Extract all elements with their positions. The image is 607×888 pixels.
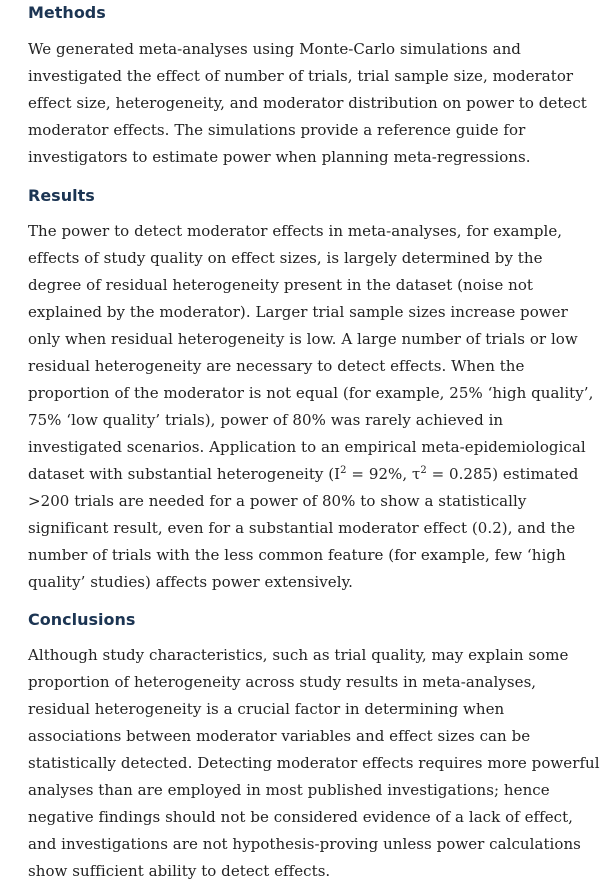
results-text-part-3: = 0.285) estimated >200 trials are needed for a power of 80% to show a statistically significant result, even for a substantial moderator effect (0.2), and the number of trials with the less common feature (for example, few ‘high quality’ studies) affects power extensively. xyxy=(28,465,579,591)
conclusions-heading: Conclusions xyxy=(28,610,136,629)
results-text-part-1: The power to detect moderator effects in meta-analyses, for example, effects of study quality on effect sizes, is largely determined by the degree of residual heterogeneity present in the dataset (noise not explained by the moderator). Larger trial sample sizes increase power only when residual heterogeneity is low. A large number of trials or low residual heterogeneity are necessary to detect effects. When the proportion of the moderator is not equal (for example, 25% ‘high quality’, 75% ‘low quality’ trials), power of 80% was rarely achieved in investigated scenarios. Application to an empirical meta-epidemiological dataset with substantial heterogeneity (I xyxy=(28,222,594,483)
results-text-part-2: = 92%, τ xyxy=(346,465,421,483)
methods-paragraph: We generated meta-analyses using Monte-Carlo simulations and investigated the effect of number of trials, trial sample size, moderator effect size, heterogeneity, and moderator distribution on power to detect moderator effects. The simulations provide a reference guide for investigators to estimate power when planning meta-regressions. xyxy=(28,40,587,166)
i2-superscript: 2 xyxy=(340,465,347,476)
tau2-superscript: 2 xyxy=(420,465,427,476)
conclusions-paragraph: Although study characteristics, such as trial quality, may explain some proportion of heterogeneity across study results in meta-analyses, residual heterogeneity is a crucial factor in determining when associations between moderator variables and effect sizes can be statistically detected. Detecting moderator effects requires more powerful analyses than are employed in most published investigations; hence negative findings should not be considered evidence of a lack of effect, and investigations are not hypothesis-proving unless power calculations show sufficient ability to detect effects. xyxy=(28,646,600,880)
methods-heading: Methods xyxy=(28,3,106,22)
results-paragraph xyxy=(28,218,600,596)
results-heading: Results xyxy=(28,186,95,205)
